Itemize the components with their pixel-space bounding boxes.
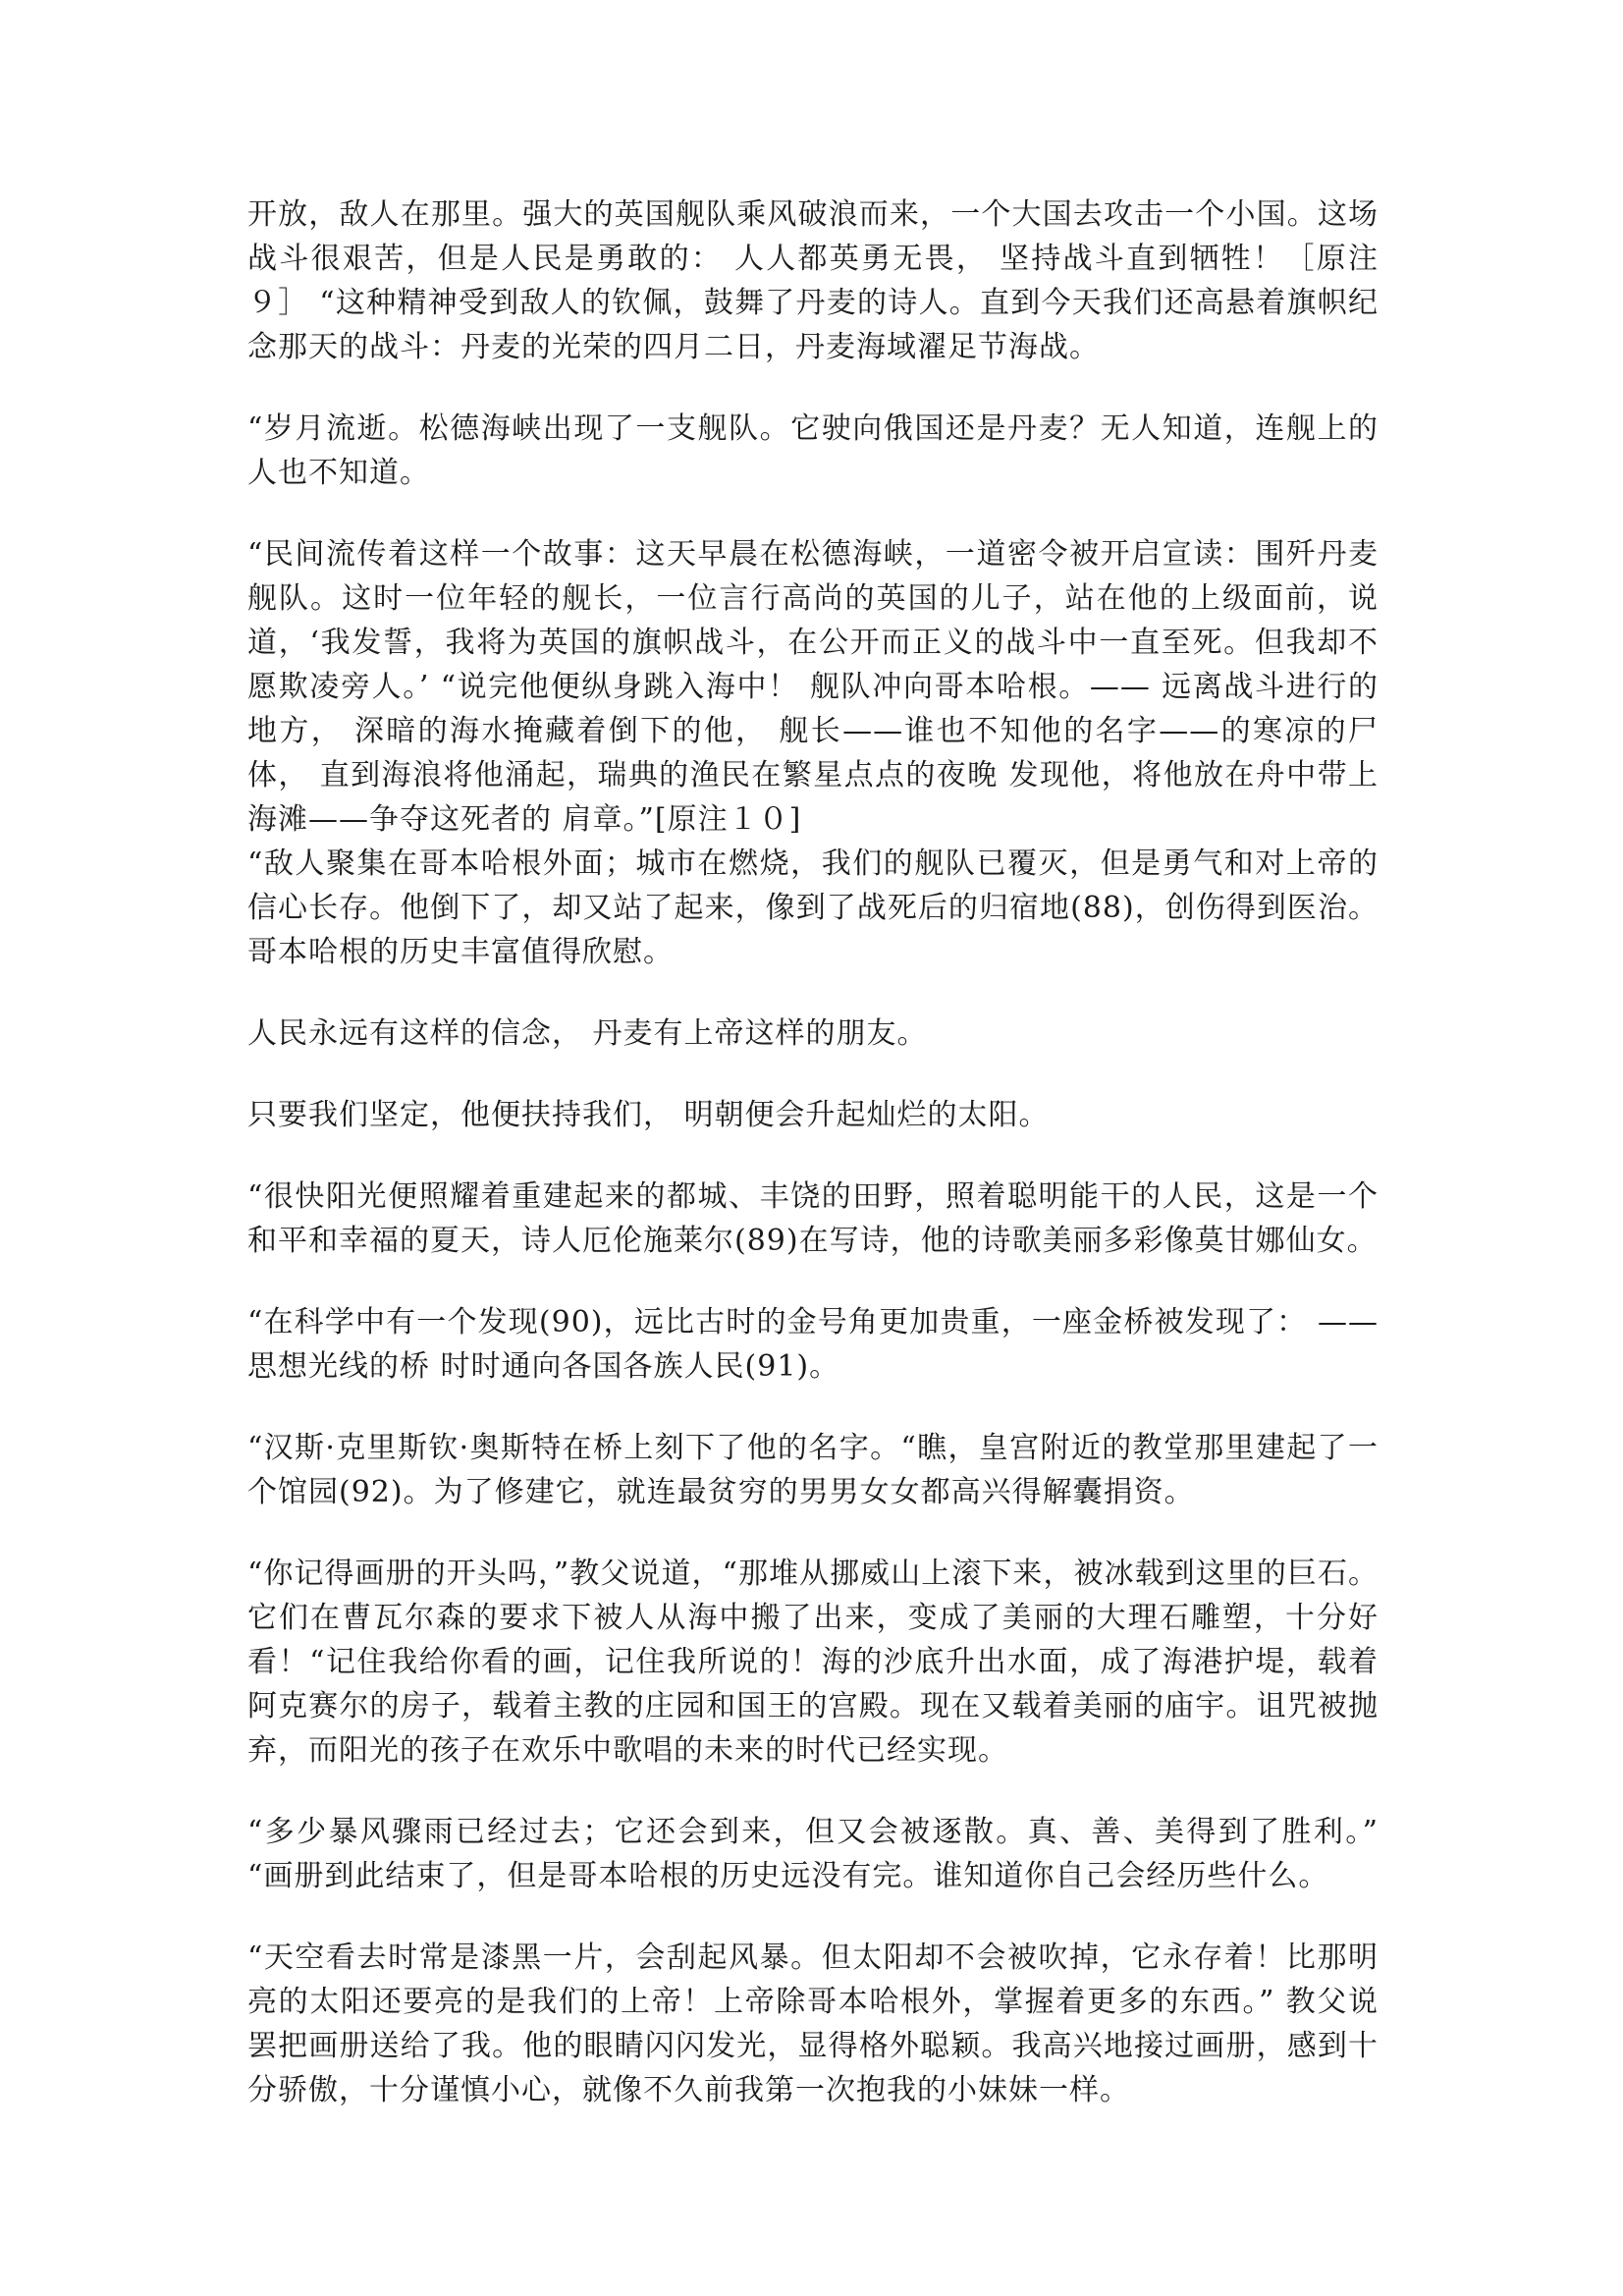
paragraph-ending: “天空看去时常是漆黑一片，会刮起风暴。但太阳却不会被吹掉，它永存着！比那明亮的太阳还要亮的是我们的上帝！上帝除哥本哈根外，掌握着更多的东西。” 教父说罢把画册送给了我。他的眼睛闪闪发光，显得格外聪颖。我高兴地接过画册，感到十分骄傲，十分谨慎小心，就像不久前我第一次抱我的小妹妹一样。 xyxy=(247,1941,1379,2107)
paragraph-sun: 只要我们坚定，他便扶持我们， 明朝便会升起灿烂的太阳。 xyxy=(247,1098,1050,1132)
paragraph-faith: 人民永远有这样的信念， 丹麦有上帝这样的朋友。 xyxy=(247,1016,928,1051)
paragraph-summer: “很快阳光便照耀着重建起来的都城、丰饶的田野，照着聪明能干的人民，这是一个和平和幸福的夏天，诗人厄伦施莱尔(89)在写诗，他的诗歌美丽多彩像莫甘娜仙女。 xyxy=(247,1179,1379,1258)
paragraph-enemy: “敌人聚集在哥本哈根外面；城市在燃烧，我们的舰队已覆灭，但是勇气和对上帝的信心长存。他倒下了，却又站了起来，像到了战死后的归宿地(88)，创伤得到医治。哥本哈根的历史丰富值得欣慰。 xyxy=(247,847,1379,969)
document-page xyxy=(247,192,1379,2150)
paragraph-science: “在科学中有一个发现(90)，远比古时的金号角更加贵重，一座金桥被发现了： ——思想光线的桥 时时通向各国各族人民(91)。 xyxy=(247,1305,1379,1384)
paragraph-legend: “民间流传着这样一个故事：这天早晨在松德海峡，一道密令被开启宣读：围歼丹麦舰队。这时一位年轻的舰长，一位言行高尚的英国的儿子，站在他的上级面前，说道，‘我发誓，我将为英国的旗帜战斗，在公开而正义的战斗中一直至死。但我却不愿欺凌旁人。’ “说完他便纵身跳入海中！ 舰队冲向哥本哈根。—— 远离战斗进行的地方， 深暗的海水掩藏着倒下的他， 舰长——谁也不知他的名字——的寒凉的尸体， 直到海浪将他涌起，瑞典的渔民在繁星点点的夜晚 发现他，将他放在舟中带上海滩——争夺这死者的 肩章。”[原注１０] xyxy=(247,537,1379,837)
paragraph-album: “你记得画册的开头吗，”教父说道，“那堆从挪威山上滚下来，被冰载到这里的巨石。它们在曹瓦尔森的要求下被人从海中搬了出来，变成了美丽的大理石雕塑，十分好看！“记住我给你看的画，记住我所说的！海的沙底升出水面，成了海港护堤，载着阿克赛尔的房子，载着主教的庄园和国王的宫殿。现在又载着美丽的庙宇。诅咒被抛弃，而阳光的孩子在欢乐中歌唱的未来的时代已经实现。 xyxy=(247,1557,1379,1768)
paragraph-storms: “多少暴风骤雨已经过去；它还会到来，但又会被逐散。真、善、美得到了胜利。” “画册到此结束了，但是哥本哈根的历史远没有完。谁知道你自己会经历些什么。 xyxy=(247,1815,1379,1893)
paragraph-oersted: “汉斯·克里斯钦·奥斯特在桥上刻下了他的名字。“瞧，皇宫附近的教堂那里建起了一个馆园(92)。为了修建它，就连最贫穷的男男女女都高兴得解囊捐资。 xyxy=(247,1431,1379,1509)
paragraph-battle: 开放，敌人在那里。强大的英国舰队乘风破浪而来，一个大国去攻击一个小国。这场战斗很艰苦，但是人民是勇敢的： 人人都英勇无畏， 坚持战斗直到牺牲！［原注９］ “这种精神受到敌人的钦佩，鼓舞了丹麦的诗人。直到今天我们还高悬着旗帜纪念那天的战斗：丹麦的光荣的四月二日，丹麦海域濯足节海战。 xyxy=(247,197,1379,364)
paragraph-fleet: “岁月流逝。松德海峡出现了一支舰队。它驶向俄国还是丹麦？无人知道，连舰上的人也不知道。 xyxy=(247,411,1379,490)
